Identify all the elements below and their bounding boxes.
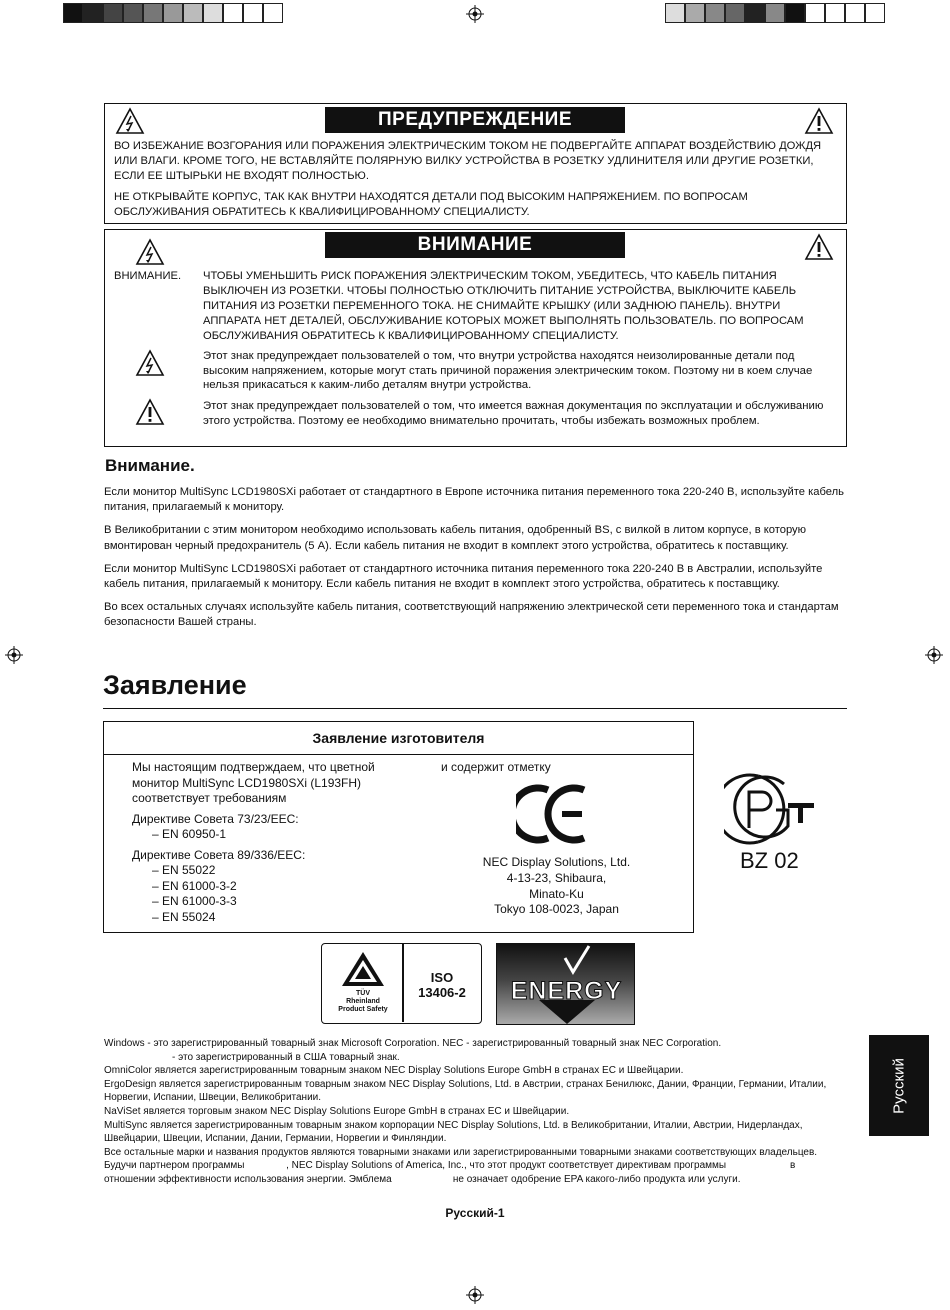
address-line: 4-13-23, Shibaura, <box>506 870 607 885</box>
gost-certification-icon <box>724 770 818 848</box>
iso-line: ISO <box>430 970 454 985</box>
language-side-tab <box>869 1035 929 1136</box>
caution-title: ВНИМАНИЕ <box>325 232 625 258</box>
declaration-box <box>103 721 694 933</box>
lightning-warning-icon <box>135 238 165 266</box>
trademark-text: NaViSet является торговым знаком NEC Display Solutions Europe GmbH в странах ЕС и Швейцарии. <box>104 1105 570 1117</box>
tuv-line: TÜV <box>356 990 370 997</box>
directive-item: – EN 60950-1 <box>152 827 227 841</box>
trademark-text: ErgoDesign является зарегистрированным товарным знаком NEC Display Solutions, Ltd. в Австрии, странах Бенилюкс, Дании, Франции, Германии, Италии, Норвегии, Испании, Швеции, Великобритании. <box>104 1078 827 1104</box>
declaration-right-intro: и содержит отметку <box>441 760 551 774</box>
exclamation-warning-icon <box>804 233 834 261</box>
declaration-left-column <box>132 760 375 925</box>
directive-label: Директиве Совета 73/23/EEC: <box>132 811 299 826</box>
crosshair-icon <box>466 5 484 23</box>
crosshair-icon <box>466 1286 484 1304</box>
caution-box <box>104 229 847 447</box>
gost-code: BZ 02 <box>740 848 799 873</box>
attention-paragraph: Если монитор MultiSync LCD1980SXi работает от стандартного в Европе источника питания переменного тока 220-240 В, используйте кабель питания, прилагаемый к монитору. <box>104 486 844 514</box>
trademark-text: Все остальные марки и названия продуктов являются товарными знаками или зарегистрированными товарными знаками соответствующих владельцев. Будучи партнером программы , NEC Display Solutions of America, Inc., что этот продукт соответствует директивам программы в отношении эффективности использования энергии. Эмблема не означает одобрение EPA какого-либо продукта или услуги. <box>104 1146 820 1185</box>
manufacturer-address <box>434 855 679 918</box>
declaration-heading: Заявление <box>103 670 247 700</box>
warning-text-2: НЕ ОТКРЫВАЙТЕ КОРПУС, ТАК КАК ВНУТРИ НАХОДЯТСЯ ДЕТАЛИ ПОД ВЫСОКИМ НАПРЯЖЕНИЕМ. ПО ВОПРОСАМ ОБСЛУЖИВАНИЯ ОБРАТИТЕСЬ К КВАЛИФИЦИРОВАННОМУ СПЕЦИАЛИСТУ. <box>114 191 748 218</box>
iso-line: 13406-2 <box>418 985 466 1000</box>
tuv-text <box>326 990 400 1014</box>
declaration-text: соответствует требованиям <box>132 791 287 805</box>
tuv-line: Rheinland <box>346 998 380 1005</box>
directive-item: – EN 61000-3-2 <box>152 878 237 893</box>
divider <box>103 708 847 709</box>
lightning-warning-icon <box>135 349 165 377</box>
caution-label: ВНИМАНИЕ. <box>114 270 182 282</box>
trademark-text: Windows - это зарегистрированный товарный знак Microsoft Corporation. NEC - зарегистрированный товарный знак NEC Corporation. <box>104 1038 722 1049</box>
crosshair-icon <box>925 646 943 664</box>
exclamation-warning-icon <box>804 107 834 135</box>
language-side-tab-label: Русский <box>890 1057 908 1114</box>
ce-mark-icon <box>516 784 588 844</box>
trademarks-section <box>104 1037 849 1187</box>
address-line: Tokyo 108-0023, Japan <box>494 902 619 917</box>
energy-label: ENERGY <box>510 977 623 1005</box>
registration-bar-right <box>665 3 885 23</box>
caution-text: ЧТОБЫ УМЕНЬШИТЬ РИСК ПОРАЖЕНИЯ ЭЛЕКТРИЧЕСКИМ ТОКОМ, УБЕДИТЕСЬ, ЧТО КАБЕЛЬ ПИТАНИЯ ВЫКЛЮЧЕН ИЗ РОЗЕТКИ. ЧТОБЫ ПОЛНОСТЬЮ ОТКЛЮЧИТЬ ПИТАНИЕ УСТРОЙСТВА, ВЫКЛЮЧИТЕ КАБЕЛЬ ПИТАНИЯ ИЗ РОЗЕТКИ ПЕРЕМЕННОГО ТОКА. НЕ СНИМАЙТЕ КРЫШКУ (ИЛИ ЗАДНЮЮ ПАНЕЛЬ). ВНУТРИ АППАРАТА НЕТ ДЕТАЛЕЙ, ОБСЛУЖИВАНИЕ КОТОРЫХ МОЖЕТ ВЫПОЛНЯТЬ ПОЛЬЗОВАТЕЛЬ. ПО ВОПРОСАМ ОБСЛУЖИВАНИЯ ОБРАТИТЕСЬ К КВАЛИФИЦИРОВАННОМУ СПЕЦИАЛИСТУ. <box>203 270 804 342</box>
attention-body <box>104 485 847 631</box>
registration-bar-left <box>63 3 283 23</box>
page-number: Русский-1 <box>445 1206 505 1220</box>
energy-star-logo <box>496 943 635 1025</box>
address-line: Minato-Ku <box>529 886 584 901</box>
trademark-text: MultiSync является зарегистрированным товарным знаком корпорации NEC Display Solutions, Ltd. в Великобритании, Италии, Австрии, Нидерландах, Швейцарии, Швеции, Испании, Дании, Германии, Норвегии и Финляндии. <box>104 1119 803 1145</box>
trademark-text: OmniColor является зарегистрированным товарным знаком NEC Display Solutions Europe GmbH в странах ЕС и Швейцарии. <box>104 1065 684 1077</box>
directive-item: – EN 55022 <box>152 863 216 877</box>
tuv-iso-logo <box>321 943 482 1024</box>
tuv-triangle-icon <box>340 950 386 988</box>
attention-paragraph: Во всех остальных случаях используйте кабель питания, соответствующий напряжению электрической сети переменного тока и стандартам безопасности Вашей страны. <box>104 601 839 629</box>
attention-paragraph: В Великобритании с этим монитором необходимо использовать кабель питания, одобренный BS, с вилкой в литом корпусе, в которую вмонтирован черный предохранитель (5 А). Если кабель питания не входит в комплект этого устройства, обратитесь к поставщику. <box>104 524 807 552</box>
exclamation-symbol-description: Этот знак предупреждает пользователей о том, что имеется важная документация по эксплуатации и обслуживанию этого устройства. Поэтому ее необходимо внимательно прочитать, чтобы избежать возможных проблем. <box>203 400 824 427</box>
declaration-text: монитор MultiSync LCD1980SXi (L193FH) <box>132 775 362 790</box>
lightning-symbol-description: Этот знак предупреждает пользователей о том, что внутри устройства находятся неизолированные детали под высоким напряжением, которые могут стать причиной поражения электрическим током. Поэтому ни в коем случае нельзя прикасаться к каким-либо деталям внутри устройства. <box>203 350 813 392</box>
crosshair-icon <box>5 646 23 664</box>
warning-box <box>104 103 847 224</box>
declaration-text: Мы настоящим подтверждаем, что цветной <box>132 760 375 774</box>
address-line: NEC Display Solutions, Ltd. <box>482 855 631 869</box>
attention-paragraph: Если монитор MultiSync LCD1980SXi работает от стандартного источника питания переменного тока 220-240 В в Австралии, используйте кабель питания, прилагаемый к монитору. Если кабель питания не входит в комплект этого устройства, обратитесь к поставщику. <box>104 562 823 591</box>
warning-title: ПРЕДУПРЕЖДЕНИЕ <box>325 107 625 133</box>
declaration-box-title: Заявление изготовителя <box>104 722 693 755</box>
warning-text-1: ВО ИЗБЕЖАНИЕ ВОЗГОРАНИЯ ИЛИ ПОРАЖЕНИЯ ЭЛЕКТРИЧЕСКИМ ТОКОМ НЕ ПОДВЕРГАЙТЕ АППАРАТ ВОЗДЕЙСТВИЮ ДОЖДЯ ИЛИ ВЛАГИ. КРОМЕ ТОГО, НЕ ВСТАВЛЯЙТЕ ПОЛЯРНУЮ ВИЛКУ УСТРОЙСТВА В РОЗЕТКУ УДЛИНИТЕЛЯ ИЛИ ДРУГИЕ РОЗЕТКИ, ЕСЛИ ЕЕ ШТЫРЬКИ НЕ ВХОДЯТ ПОЛНОСТЬЮ. <box>114 140 822 182</box>
directive-label: Директиве Совета 89/336/EEC: <box>132 847 306 862</box>
directive-item: – EN 55024 <box>152 909 216 924</box>
iso-text <box>404 970 480 1000</box>
directive-item: – EN 61000-3-3 <box>152 894 237 908</box>
tuv-line: Product Safety <box>338 1006 388 1013</box>
trademark-text: - это зарегистрированный в США товарный знак. <box>172 1051 400 1063</box>
exclamation-warning-icon <box>135 398 165 426</box>
lightning-warning-icon <box>115 107 145 135</box>
attention-heading: Внимание. <box>105 456 195 475</box>
